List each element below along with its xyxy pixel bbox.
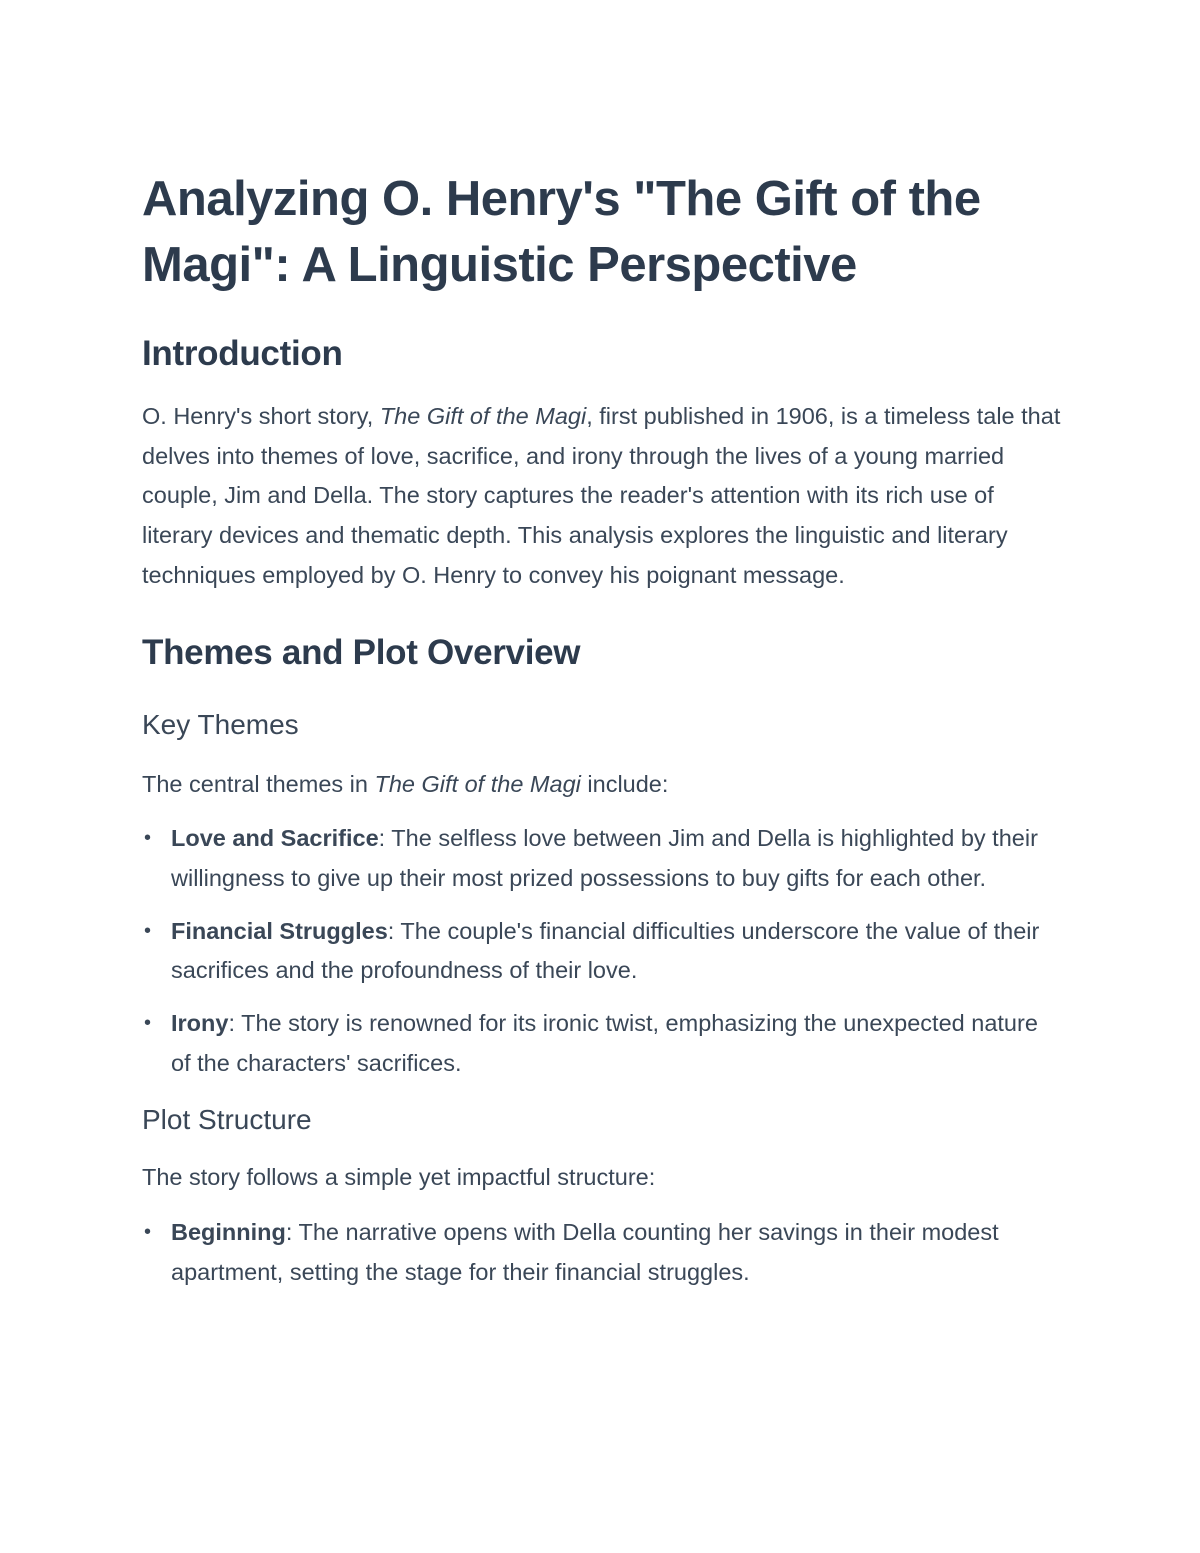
plot-structure-list bbox=[142, 1213, 1062, 1292]
bullet-icon: • bbox=[144, 1221, 152, 1244]
theme-term: Irony bbox=[171, 1010, 229, 1037]
themes-plot-heading: Themes and Plot Overview bbox=[142, 632, 581, 672]
introduction-heading: Introduction bbox=[142, 334, 343, 373]
theme-term: Financial Struggles bbox=[171, 917, 388, 944]
theme-description: : The selfless love between Jim and Della is highlighted by their willingness to give up their most prized possessions to buy gifts for each other. bbox=[171, 825, 1038, 891]
themes-lead-story-title: The Gift of the Magi bbox=[374, 770, 581, 797]
plot-term: Beginning bbox=[171, 1219, 286, 1246]
list-item bbox=[142, 1004, 1062, 1083]
key-themes-heading: Key Themes bbox=[142, 708, 299, 740]
themes-lead-end: include: bbox=[580, 770, 669, 797]
key-themes-lead bbox=[142, 765, 1062, 805]
intro-text-rest: , first published in 1906, is a timeless tale that delves into themes of love, sacrifice, and irony through the lives of a young married couple, Jim and Della. The story captures the reader's attention with its rich use of literary devices and thematic depth. This analysis explores the linguistic and literary techniques employed by O. Henry to convey his poignant message. bbox=[142, 403, 1061, 588]
themes-lead-start: The central themes in bbox=[142, 770, 375, 797]
list-item bbox=[142, 1213, 1062, 1292]
bullet-icon: • bbox=[144, 1012, 152, 1035]
list-item bbox=[142, 819, 1062, 898]
intro-story-title: The Gift of the Magi bbox=[379, 403, 587, 429]
plot-structure-lead: The story follows a simple yet impactful structure: bbox=[142, 1164, 656, 1191]
theme-description: : The story is renowned for its ironic twist, emphasizing the unexpected nature of the characters' sacrifices. bbox=[171, 1010, 1038, 1076]
list-item bbox=[142, 912, 1062, 991]
plot-structure-heading: Plot Structure bbox=[142, 1104, 312, 1136]
document-title: Analyzing O. Henry's "The Gift of the Magi": A Linguistic Perspective bbox=[142, 172, 981, 292]
document-page bbox=[142, 160, 1062, 1293]
plot-description: : The narrative opens with Della counting her savings in their modest apartment, setting the stage for their financial struggles. bbox=[171, 1219, 999, 1285]
theme-description: : The couple's financial difficulties underscore the value of their sacrifices and the profoundness of their love. bbox=[171, 917, 1040, 984]
bullet-icon: • bbox=[144, 827, 152, 850]
bullet-icon: • bbox=[144, 919, 152, 942]
theme-term: Love and Sacrifice bbox=[171, 825, 379, 852]
intro-text-start: O. Henry's short story, bbox=[142, 403, 380, 429]
key-themes-list bbox=[142, 819, 1062, 1083]
introduction-paragraph bbox=[142, 397, 1062, 596]
